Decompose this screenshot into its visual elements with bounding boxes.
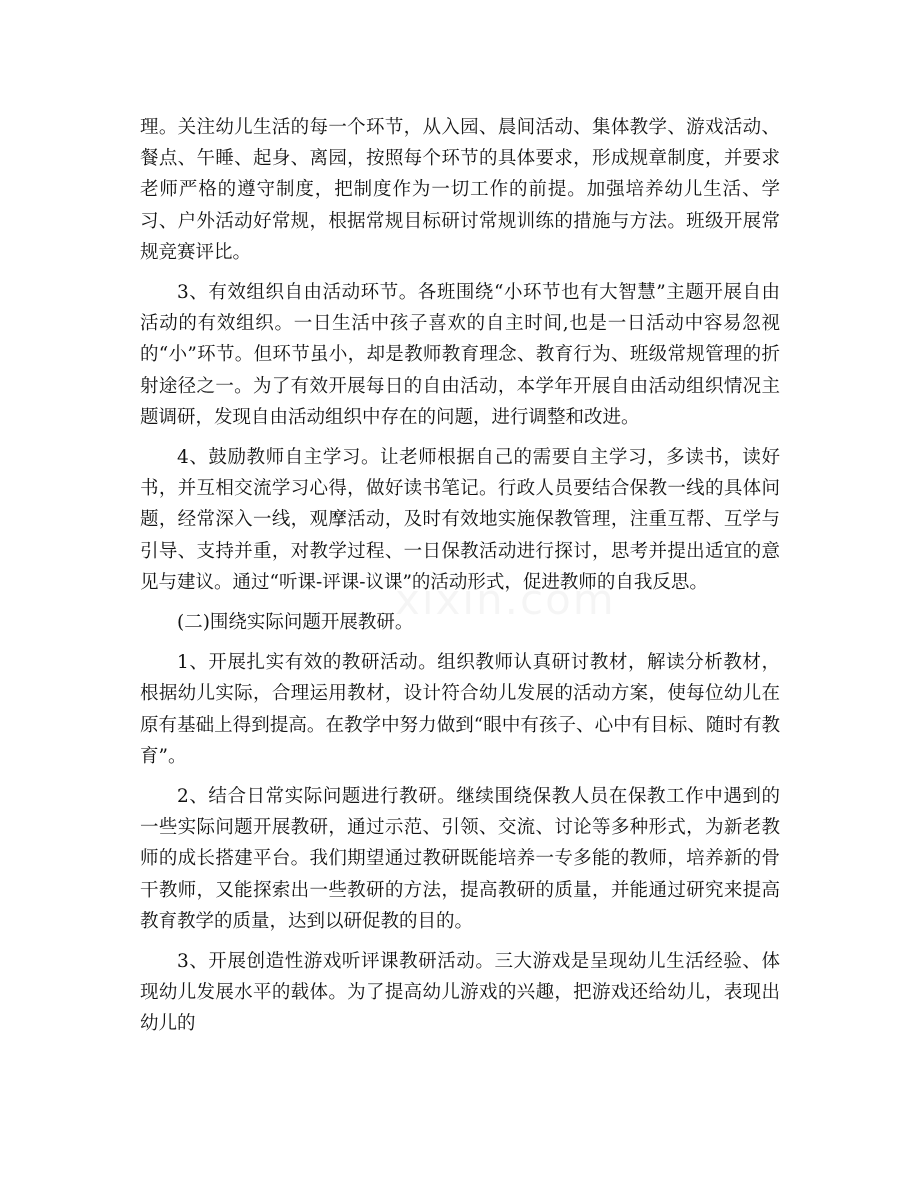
paragraph-self-study: 4、鼓励教师自主学习。让老师根据自己的需要自主学习，多读书，读好书，并互相交流学习心得，做好读书笔记。行政人员要结合保教一线的具体问题，经常深入一线，观摩活动，及时有效地实施保教管理，注重互帮、互学与引导、支持并重，对教学过程、一日保教活动进行探讨，思考并提出适宜的意见与建议。通过“听课-评课-议课”的活动形式，促进教师的自我反思。 xyxy=(140,447,780,593)
paragraph-creative-games: 3、开展创造性游戏听评课教研活动。三大游戏是呈现幼儿生活经验、体现幼儿发展水平的载体。为了提高幼儿游戏的兴趣，把游戏还给幼儿，表现出幼儿的 xyxy=(140,951,780,1035)
paragraph-routine-management: 理。关注幼儿生活的每一个环节，从入园、晨间活动、集体教学、游戏活动、餐点、午睡、起身、离园，按照每个环节的具体要求，形成规章制度，并要求老师严格的遵守制度，把制度作为一切工作的前提。加强培养幼儿生活、学习、户外活动好常规，根据常规目标研讨常规训练的措施与方法。班级开展常规竞赛评比。 xyxy=(140,117,780,263)
section-heading-research: (二)围绕实际问题开展教研。 xyxy=(177,612,414,634)
paragraph-daily-problems: 2、结合日常实际问题进行教研。继续围绕保教人员在保教工作中遇到的一些实际问题开展教研，通过示范、引领、交流、讨论等多种形式，为新老教师的成长搭建平台。我们期望通过教研既能培养一专多能的教师，培养新的骨干教师，又能探索出一些教研的方法，提高教研的质量，并能通过研究来提高教育教学的质量，达到以研促教的目的。 xyxy=(140,786,780,932)
paragraph-free-activity: 3、有效组织自由活动环节。各班围绕“小环节也有大智慧”主题开展自由活动的有效组织。一日生活中孩子喜欢的自主时间,也是一日活动中容易忽视的“小”环节。但环节虽小，却是教师教育理念、教育行为、班级常规管理的折射途径之一。为了有效开展每日的自由活动，本学年开展自由活动组织情况主题调研，发现自由活动组织中存在的问题，进行调整和改进。 xyxy=(140,282,780,428)
paragraph-effective-research: 1、开展扎实有效的教研活动。组织教师认真研讨教材，解读分析教材，根据幼儿实际，合理运用教材，设计符合幼儿发展的活动方案，使每位幼儿在原有基础上得到提高。在教学中努力做到“眼中有孩子、心中有目标、随时有教育”。 xyxy=(140,652,780,767)
document-body xyxy=(140,112,780,1040)
